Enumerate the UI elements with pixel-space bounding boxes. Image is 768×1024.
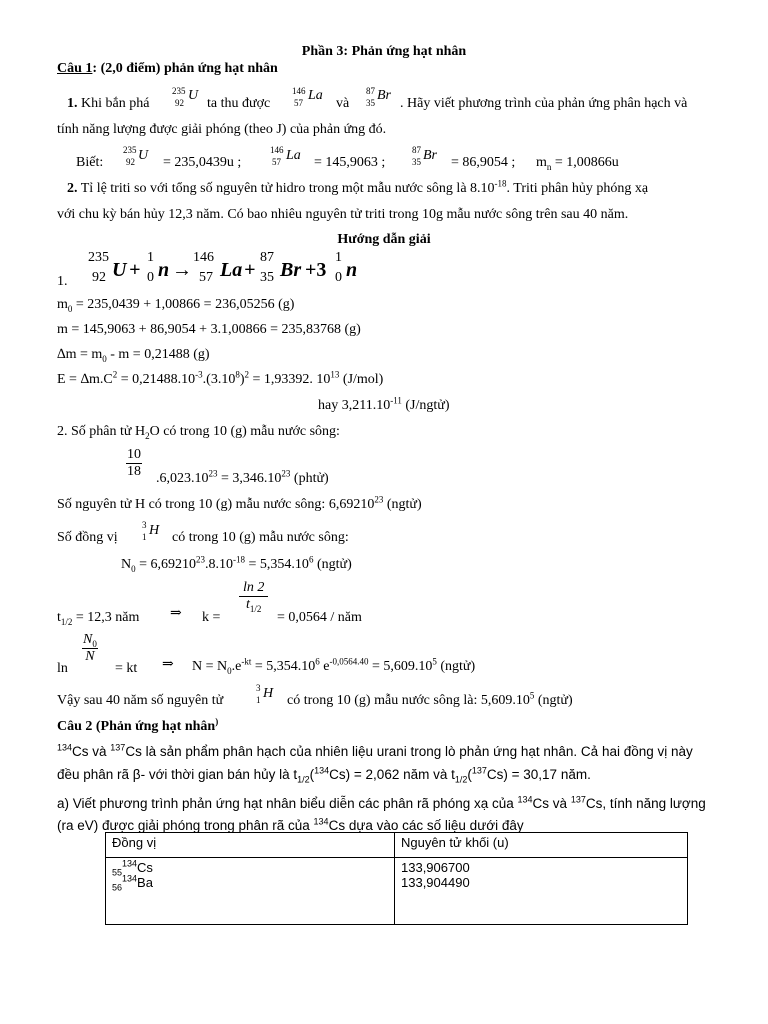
q2-line1 [57,744,693,760]
isotope-line-a: Số đồng vị [57,530,118,545]
nuclide-br-charge: 35 [366,98,375,108]
t-sub: 1/2 [60,616,73,627]
iso-h-mass: 3 [142,520,147,530]
dm-value: - m = 0,21488 (g) [106,347,210,362]
iso-h-symbol: H [149,523,160,538]
question-2-heading-text: Câu 2 (Phản ứng hạt nhân [57,719,216,734]
q1-part1-line1 [67,96,149,112]
eq-n-charge: 0 [147,270,154,285]
mol-line [156,468,329,487]
eq-n2-mass: 1 [335,250,342,265]
cs-atomic-mass: 133,906700 [401,860,470,875]
h-sup: 23 [374,494,384,505]
eq-la-symbol: La [220,259,243,281]
question-2-heading-sup: ) [215,716,219,727]
n0-sub: 0 [131,563,136,574]
ln-c-sub: 0 [227,665,232,676]
n0-line [121,554,352,574]
q2-l2-c: Cs) = 2,062 năm và t [329,767,455,782]
table-header-isotope: Đồng vị [106,833,395,858]
s2-sub: 2 [145,430,150,441]
energy-line [57,369,384,388]
n0-sup3: 6 [308,554,314,565]
ba-mass: 134 [122,873,138,884]
q2-l2-sub1: 1/2 [297,774,310,785]
q1-part1-text-d: . Hãy viết phương trình của phản ứng phân hạch và [400,96,688,111]
ln-sup4: 5 [432,656,437,667]
ln-g: = 5,609.10 [368,659,433,674]
eq-br-mass: 87 [260,250,274,265]
e-sup5: 13 [330,369,340,380]
dm-symbol: ∆m = m [57,347,103,362]
iso-h-charge: 1 [142,532,147,542]
e-sup4: 2 [244,369,249,380]
q1-part2-text-b: . Triti phân hủy phóng xạ [506,181,649,196]
eq-u-symbol: U [112,259,127,281]
q2-a-s2: 137 [570,794,586,805]
eq-plus-1: + [129,259,141,281]
q1-part1-text-b: ta thu được [207,96,271,111]
isotope-cs [112,858,388,878]
q2-a2-s: 134 [313,816,329,827]
ba-atomic-mass: 133,904490 [401,875,470,890]
isotope-ba [112,873,388,893]
mol-fraction [126,447,142,480]
q2-l2-d: ( [467,767,472,782]
question-1-heading [57,61,278,77]
known-mn [536,155,619,171]
ln-fn-a: N [83,632,93,647]
q1-part2-exp: -18 [494,178,507,189]
k-fraction [239,580,268,613]
q2-a-b: Cs và [532,796,571,811]
mol-fraction-num: 10 [126,447,142,464]
known-label: Biết: [76,155,104,170]
q2-a2-a: (ra eV) được giải phóng trong phân rã của [57,818,314,833]
eq-u-mass: 235 [88,250,109,265]
e-b: = 0,21488.10 [117,372,196,387]
s2-heading [57,424,340,440]
e-sup1: 2 [112,369,118,380]
e-f: (J/mol) [339,372,384,387]
mol-b: = 3,346.10 [217,471,282,486]
energy-per-atom-line [318,395,450,414]
known-mn-sub: n [546,161,552,172]
ln-sup2: 6 [315,656,320,667]
table-header-row [106,833,688,858]
k-fraction-den-t: t [245,597,250,613]
known-br-symbol: Br [423,148,437,163]
q2-l2-s2: 137 [471,765,487,776]
final-line-a: Vậy sau 40 năm số nguyên tử [57,693,224,708]
s2-b: O có trong 10 (g) mẫu nước sông: [149,424,340,439]
n0-e: (ngtử) [313,557,352,572]
nuclide-la-mass: 146 [292,86,306,96]
final-b: có trong 10 (g) mẫu nước sông là: 5,609.10 [287,693,530,708]
k-label: k = [202,610,221,625]
hay-b: (J/ngtử) [401,398,450,413]
q1-part2-number: 2. [67,181,78,196]
known-u-charge: 92 [126,157,135,167]
implies-arrow-1: ⇒ [170,606,182,621]
m0-value: = 235,0439 + 1,00866 = 236,05256 (g) [75,297,295,312]
ln-fn-sub: 0 [92,638,97,649]
e-sup3: 8 [235,369,240,380]
table-header-mass: Nguyên tử khối (u) [395,833,688,858]
ln-fraction-num [82,632,98,649]
known-br-value: = 86,9054 ; [451,155,516,170]
t-a: t [57,610,61,625]
nuclide-la-charge: 57 [294,98,303,108]
q2-l2-a: đều phân rã β- với thời gian bán hủy là t [57,767,298,782]
q2-l1-s1: 134 [57,742,73,753]
ln-sup3: -0,0564.40 [329,656,369,667]
eq-n2-symbol: n [346,259,358,281]
e-sup2: -3 [195,369,203,380]
final-h-mass: 3 [256,683,261,693]
part-title: Phần 3: Phản ứng hạt nhân [301,44,467,59]
m-line: m = 145,9063 + 86,9054 + 3.1,00866 = 235,83768 (g) [57,322,361,337]
ln-d: .e [231,659,242,674]
known-br-mass: 87 [412,145,421,155]
n0-b: = 6,69210 [135,557,197,572]
delta-m-line [57,347,210,363]
ba-charge: 56 [112,882,123,893]
table-mass-cell [395,858,688,925]
known-la-value: = 145,9063 ; [314,155,386,170]
q1-part2-line1 [67,178,649,197]
k-fraction-den-sub: 1/2 [249,603,262,614]
n0-sup2: -18 [233,554,246,565]
eq-la-mass: 146 [193,250,214,265]
final-line-b [287,690,573,709]
hay-a: hay 3,211.10 [318,398,391,413]
n-line [192,656,476,676]
known-la-mass: 146 [270,145,284,155]
ln-f: e [319,659,330,674]
eq-u-charge: 92 [92,270,106,285]
ln-h: (ngtử) [436,659,476,674]
nuclide-la-symbol: La [308,88,323,103]
ln-sup1: -kt [241,656,252,667]
k-fraction-den [239,597,268,613]
known-u-value: = 235,0439u ; [163,155,242,170]
mol-sup2: 23 [281,468,291,479]
cs-symbol: Cs [137,860,153,875]
known-u-symbol: U [138,148,149,163]
ln-label: ln [57,661,68,676]
e-c: .(3.10 [202,372,236,387]
eq-n2-charge: 0 [335,270,342,285]
known-la-charge: 57 [272,157,281,167]
ba-symbol: Ba [137,875,153,890]
s2-a: 2. Số phân tử H [57,424,146,439]
q2-l2-s1: 134 [314,765,330,776]
q2-a-a: a) Viết phương trình phản ứng hạt nhân biểu diễn các phân rã phóng xạ của [57,796,518,811]
eq-n-symbol: n [158,259,170,281]
q2-a-s1: 134 [517,794,533,805]
isotope-line-b: có trong 10 (g) mẫu nước sông: [172,530,349,545]
q2-l1-s2: 137 [110,742,126,753]
q2-l1-b: Cs là sản phẩm phân hạch của nhiên liệu urani trong lò phản ứng hạt nhân. Cả hai đồng vị này [125,744,693,759]
equation-number: 1. [57,274,68,289]
mol-a: .6,023.10 [156,471,209,486]
q1-part1-number: 1. [67,96,78,111]
mol-fraction-den: 18 [127,464,141,480]
q1-part1-text-a: Khi bắn phá [81,96,150,111]
final-c: (ngtử) [534,693,573,708]
m0-symbol: m [57,297,68,312]
e-e: = 1,93392. 10 [249,372,331,387]
k-value: = 0,0564 / năm [277,610,362,625]
q2-l2-b: ( [309,767,315,782]
known-mn-value: = 1,00866u [554,155,619,170]
nuclide-br-symbol: Br [377,88,391,103]
eq-coefficient: +3 [305,259,327,281]
q1-part1-text-c: và [336,96,350,111]
half-life [57,610,139,626]
h-a: Số nguyên tử H có trong 10 (g) mẫu nước sông: 6,69210 [57,497,375,512]
hay-sup: -11 [390,395,402,406]
ln-kt: = kt [115,661,138,676]
nuclide-u-mass: 235 [172,86,186,96]
q2-line2 [57,767,591,783]
ln-e: = 5,354.10 [251,659,316,674]
n0-c: .8.10 [205,557,234,572]
e-d: ) [239,372,245,387]
cs-charge: 55 [112,867,123,878]
q2-a2-b: Cs dựa vào các số liệu dưới đây [328,818,524,833]
ln-fraction-den: N [85,649,95,665]
q1-part1-line2: tính năng lượng được giải phóng (theo J) của phản ứng đó. [57,122,387,137]
dm-sub: 0 [102,353,107,364]
final-h-charge: 1 [256,695,261,705]
implies-arrow-2: ⇒ [162,657,174,672]
h-atoms-line [57,494,422,513]
cs-mass: 134 [122,858,138,869]
eq-la-charge: 57 [199,270,213,285]
question-2-heading [57,716,219,735]
k-fraction-num: ln 2 [239,580,268,597]
table-row [106,858,688,925]
e-a: E = ∆m.C [57,372,113,387]
m0-line [57,297,294,313]
known-u-mass: 235 [123,145,137,155]
mol-sup1: 23 [208,468,218,479]
eq-n-mass: 1 [147,250,154,265]
final-h-symbol: H [263,686,274,701]
question-1-heading-text: : (2,0 điểm) phản ứng hạt nhân [92,61,278,76]
known-mn-symbol: m [536,155,547,170]
t-b: = 12,3 năm [72,610,140,625]
eq-arrow: → [172,259,192,281]
q1-part2-text-a: Tỉ lệ triti so với tổng số nguyên tử hidro trong một mẫu nước sông là 8.10 [80,181,495,196]
guide-title: Hướng dẫn giải [337,232,431,247]
q2-a-c: Cs, tính năng lượng [585,796,706,811]
known-la-symbol: La [286,148,301,163]
isotope-table [105,832,688,925]
q1-part2-line2: với chu kỳ bán hủy 12,3 năm. Có bao nhiêu nguyên tử triti trong 10g mẫu nước sông trên sau 40 năm. [57,207,629,222]
n0-a: N [121,557,132,572]
q2-l2-sub2: 1/2 [454,774,468,785]
q2-l2-e: Cs) = 30,17 năm. [486,767,591,782]
eq-br-charge: 35 [260,270,274,285]
table-isotope-cell [106,858,395,925]
nuclide-u-charge: 92 [175,98,184,108]
n0-sup1: 23 [196,554,206,565]
eq-br-symbol: Br [280,259,302,281]
ln-fraction [82,632,98,665]
nuclide-u-symbol: U [188,88,199,103]
ln-c: N = N [192,659,228,674]
mol-c: (phtử) [290,471,329,486]
nuclide-br-mass: 87 [366,86,375,96]
known-br-charge: 35 [412,157,421,167]
question-1-label: Câu 1 [57,61,93,76]
final-sup: 5 [529,690,535,701]
eq-plus-2: + [244,259,256,281]
q2-l1-a: Cs và [72,744,111,759]
n0-d: = 5,354.10 [245,557,309,572]
h-b: (ngtử) [383,497,422,512]
m0-sub: 0 [67,303,73,314]
q2-part-a-line1 [57,796,706,812]
